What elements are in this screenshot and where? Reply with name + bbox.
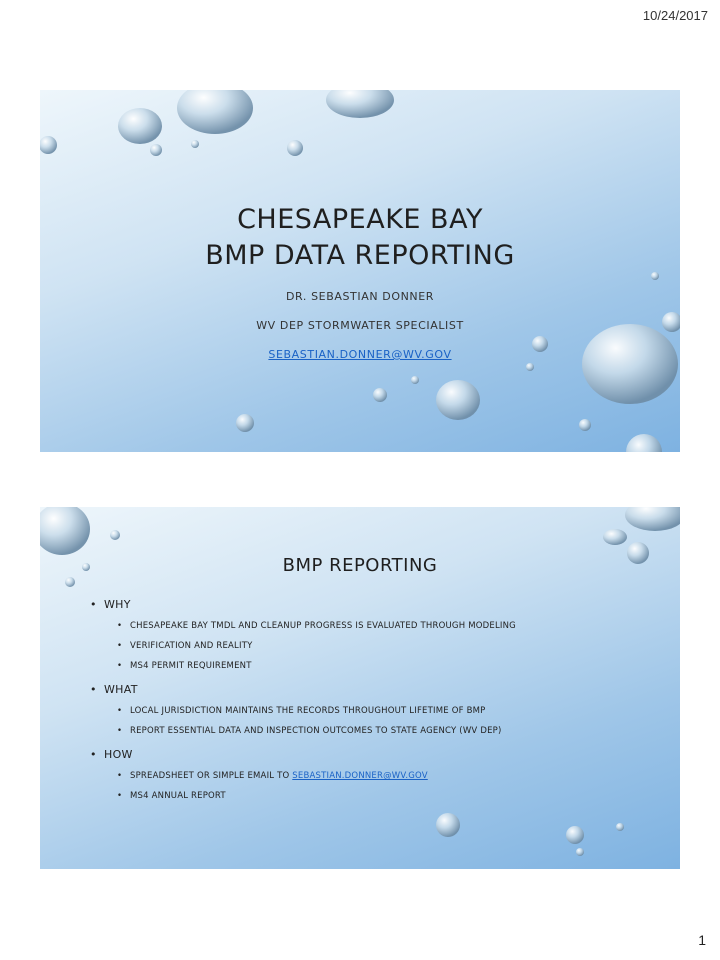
section-label: WHAT (104, 683, 138, 696)
bullet-icon: • (117, 641, 123, 651)
title-line-1: CHESAPEAKE BAY (237, 204, 483, 235)
section-label: WHY (104, 598, 131, 611)
bullet-icon: • (90, 598, 97, 611)
section-what (90, 683, 660, 696)
bullet-icon: • (90, 748, 97, 761)
water-drop (626, 434, 662, 452)
water-drop (582, 324, 678, 404)
bullet-icon: • (117, 726, 123, 736)
bullet-list (90, 598, 660, 801)
section-why (90, 598, 660, 611)
water-drop (110, 530, 120, 540)
list-item (90, 641, 660, 651)
list-item-text: SPREADSHEET OR SIMPLE EMAIL TO (130, 771, 293, 781)
bullet-icon: • (117, 621, 123, 631)
water-drop (287, 140, 303, 156)
water-drop (191, 140, 199, 148)
water-drop (326, 90, 394, 118)
bullet-icon: • (117, 661, 123, 671)
list-item (90, 661, 660, 671)
water-drop (566, 826, 584, 844)
water-drop (40, 507, 90, 555)
bullet-icon: • (117, 771, 123, 781)
water-drop (436, 813, 460, 837)
list-item-text: LOCAL JURISDICTION MAINTAINS THE RECORDS THROUGHOUT LIFETIME OF BMP (130, 706, 486, 716)
water-drop (576, 848, 584, 856)
water-drop (236, 414, 254, 432)
water-drop (373, 388, 387, 402)
slide-bmp-reporting (40, 507, 680, 869)
section-how (90, 748, 660, 761)
header-date: 10/24/2017 (642, 8, 708, 23)
title-line-2: BMP DATA REPORTING (205, 240, 515, 271)
list-item-text: MS4 ANNUAL REPORT (130, 791, 226, 801)
list-item (90, 771, 660, 781)
list-item (90, 621, 660, 631)
page-number: 1 (698, 932, 706, 948)
water-drop (65, 577, 75, 587)
bullet-icon: • (117, 791, 123, 801)
water-drop (616, 823, 624, 831)
slide-title-card (40, 90, 680, 452)
water-drop (603, 529, 627, 545)
list-item-text: CHESAPEAKE BAY TMDL AND CLEANUP PROGRESS IS EVALUATED THROUGH MODELING (130, 621, 516, 631)
water-drop (40, 136, 57, 154)
list-item-text: REPORT ESSENTIAL DATA AND INSPECTION OUTCOMES TO STATE AGENCY (WV DEP) (130, 726, 502, 736)
presenter-email-link[interactable]: SEBASTIAN.DONNER@WV.GOV (268, 348, 452, 361)
list-item (90, 726, 660, 736)
section-label: HOW (104, 748, 133, 761)
water-drop (411, 376, 419, 384)
water-drop (150, 144, 162, 156)
water-drop (118, 108, 162, 144)
bullet-icon: • (90, 683, 97, 696)
list-item-text: MS4 PERMIT REQUIREMENT (130, 661, 252, 671)
list-item (90, 791, 660, 801)
water-drop (436, 380, 480, 420)
presenter-role: WV DEP STORMWATER SPECIALIST (256, 319, 464, 332)
list-item-text: VERIFICATION AND REALITY (130, 641, 253, 651)
water-drop (579, 419, 591, 431)
slide-title: BMP REPORTING (282, 555, 438, 576)
presenter-name: DR. SEBASTIAN DONNER (285, 290, 435, 303)
list-item (90, 706, 660, 716)
bullet-icon: • (117, 706, 123, 716)
water-drop (625, 507, 680, 531)
slide-title (40, 202, 680, 274)
water-drop (526, 363, 534, 371)
how-email-link[interactable]: SEBASTIAN.DONNER@WV.GOV (292, 771, 428, 781)
water-drop (177, 90, 253, 134)
